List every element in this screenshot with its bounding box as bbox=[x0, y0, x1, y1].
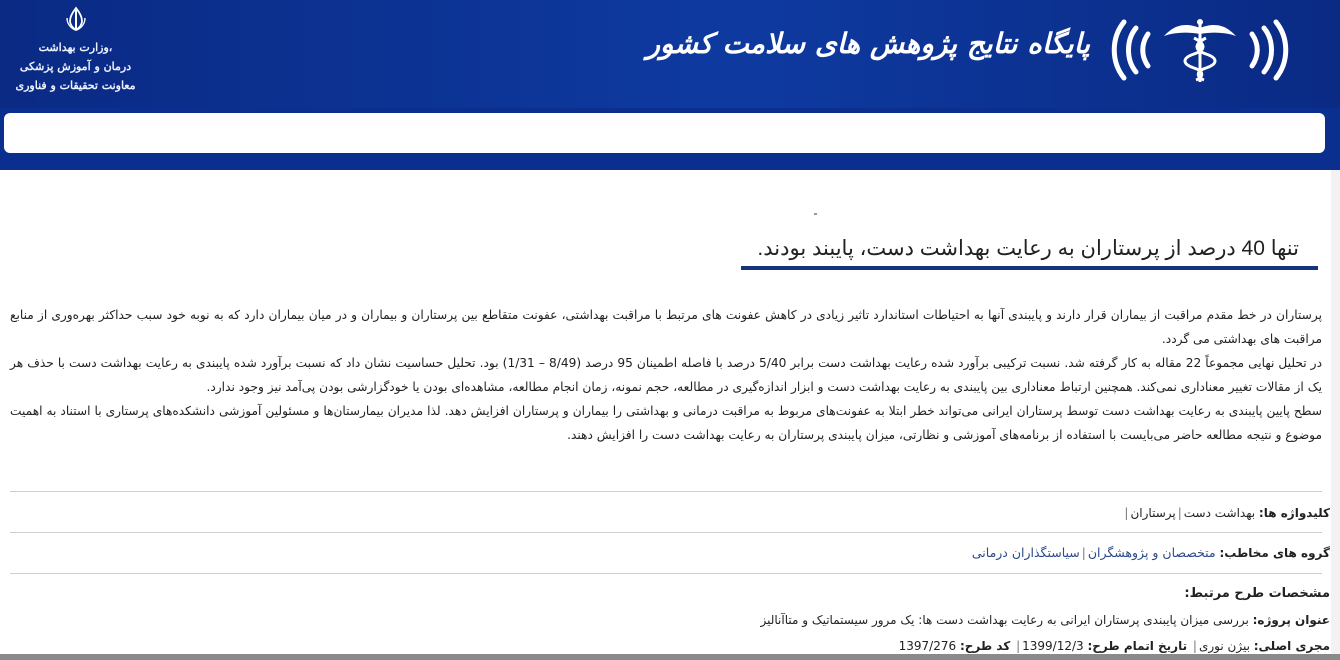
abstract-paragraph: در تحلیل نهایی مجموعاً 22 مقاله به کار گرفته شد. نسبت ترکیبی برآورد شده رعایت بهداشت دست برابر 5/40 درصد با فاصله اطمینان 95 درصد (8/49 – 1/31) بود. تحلیل حساسیت نشان داد که نسبت برآورد شده پایبندی به رعایت بهداشت دست با حذف هر یک از مقالات تغییر معناداری نمی‌کند. همچنین ارتباط معناداری بین پایبندی به رعایت بهداشت دست و ابزار اندازه‌گیری در مطالعه، حجم نمونه، زمان انجام مطالعه، مشاهده‌ای بودن یا خودگزارشی بودن پی‌آمد نیز وجود ندارد. bbox=[10, 356, 1322, 394]
audience-link[interactable]: سیاستگذاران درمانی bbox=[971, 545, 1080, 560]
caduceus-signal-icon[interactable] bbox=[1110, 14, 1290, 86]
audience-label: گروه های مخاطب: bbox=[1219, 546, 1330, 560]
keywords-row bbox=[1122, 506, 1330, 520]
separator: | bbox=[1081, 546, 1086, 560]
project-title-value: بررسی میزان پایبندی پرستاران ایرانی به رعایت بهداشت دست ها: یک مرور سیستماتیک و متاآنالیز bbox=[760, 613, 1249, 627]
project-section-label: مشخصات طرح مرتبط: bbox=[1184, 586, 1330, 601]
executor-value: بیژن نوری bbox=[1198, 639, 1250, 653]
nav-bar bbox=[4, 113, 1325, 153]
separator: | bbox=[1177, 506, 1182, 520]
divider bbox=[10, 491, 1322, 492]
abstract-paragraph: پرستاران در خط مقدم مراقبت از بیماران قرار دارند و پایبندی آنها به احتیاطات استاندارد تاثیر زیادی در کاهش عفونت های مرتبط با مراقبت بهداشتی، عفونت متقاطع بین پرستاران و بیماران و در میان بیماران دارد که به نوبه خود سبب حداکثر بهره‌وری از منابع مراقبت های بهداشتی می گردد. bbox=[10, 308, 1322, 346]
decorative-dot bbox=[814, 213, 817, 215]
abstract-paragraph: سطح پایین پایبندی به رعایت بهداشت دست توسط پرستاران ایرانی می‌تواند خطر ابتلا به عفونت‌های مربوط به مراقبت درمانی و بهداشتی را بیماران و پرستاران افزایش دهد. لذا مدیران بیمارستان‌ها و مسئولین آموزشی دانشکده‌های پرستاری با استناد به اهمیت موضوع و نتیجه مطالعه حاضر می‌بایست با استفاده از برنامه‌های آموزشی و نظارتی، میزان پایبندی پرستاران به رعایت بهداشت دست را افزایش دهند. bbox=[10, 404, 1322, 442]
project-meta-row bbox=[899, 639, 1330, 653]
audience-row bbox=[972, 545, 1330, 560]
header-bottom-strip bbox=[0, 158, 1340, 170]
keyword-link[interactable]: بهداشت دست bbox=[1183, 506, 1256, 520]
end-date-label: تاریخ اتمام طرح: bbox=[1087, 639, 1188, 653]
bottom-shadow bbox=[0, 654, 1340, 660]
site-title[interactable]: پایگاه نتایج پژوهش های سلامت کشور bbox=[646, 27, 1090, 60]
article-abstract bbox=[10, 303, 1322, 447]
project-code-value: 1397/276 bbox=[898, 639, 957, 653]
project-section-heading bbox=[1184, 586, 1330, 601]
divider bbox=[10, 532, 1322, 533]
ministry-block[interactable] bbox=[8, 6, 143, 95]
project-code-label: کد طرح: bbox=[959, 639, 1011, 653]
executor-label: مجری اصلی: bbox=[1253, 639, 1330, 653]
audience-link[interactable]: متخصصان و پژوهشگران bbox=[1087, 545, 1216, 560]
separator: | bbox=[1192, 639, 1197, 653]
end-date-value: 1399/12/3 bbox=[1022, 639, 1084, 653]
separator: | bbox=[1016, 639, 1021, 653]
scrollbar-track[interactable] bbox=[1331, 170, 1340, 654]
site-header bbox=[0, 0, 1340, 170]
ministry-line-2: درمان و آموزش پزشکی bbox=[19, 60, 132, 73]
ministry-line-3: معاونت تحقیقات و فناوری bbox=[15, 79, 136, 92]
keywords-label: کلیدواژه ها: bbox=[1258, 506, 1330, 520]
divider bbox=[10, 573, 1322, 574]
project-title-row bbox=[760, 613, 1330, 627]
keyword-link[interactable]: پرستاران bbox=[1130, 506, 1176, 520]
page-title: تنها 40 درصد از پرستاران به رعایت بهداشت دست، پایبند بودند. bbox=[757, 237, 1299, 260]
title-underline bbox=[741, 266, 1318, 270]
ministry-line-1: وزارت بهداشت، bbox=[38, 41, 113, 54]
iran-emblem-icon bbox=[63, 6, 89, 32]
project-title-label: عنوان پروژه: bbox=[1252, 613, 1330, 627]
separator: | bbox=[1124, 506, 1129, 520]
